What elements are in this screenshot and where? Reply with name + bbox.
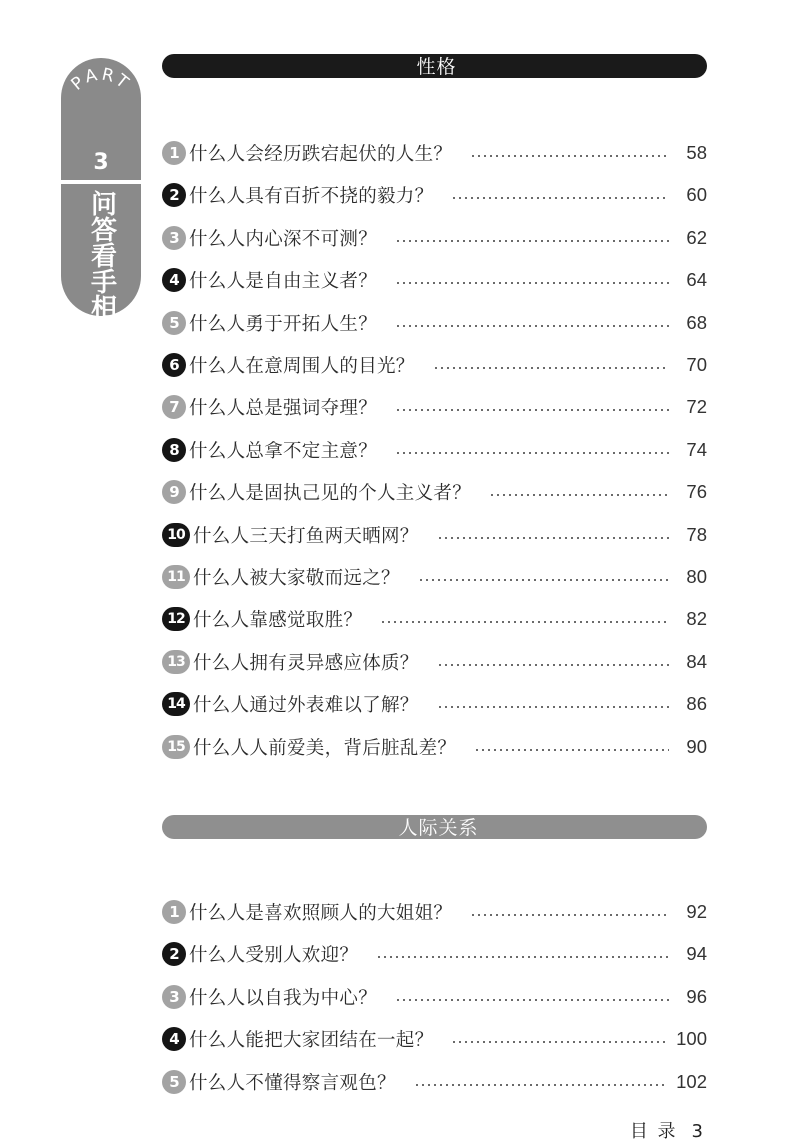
section-title: 性格	[416, 55, 457, 78]
entry-title: 什么人受别人欢迎？	[189, 945, 359, 967]
toc-entry[interactable]	[162, 732, 707, 762]
entry-page-number: 64	[686, 269, 707, 291]
toc-entry[interactable]	[162, 350, 707, 380]
entry-number-badge: 11	[162, 565, 190, 589]
leader-dots	[470, 155, 669, 157]
part-side-tab	[61, 58, 141, 320]
entry-title: 什么人是喜欢照顾人的大姐姐？	[189, 903, 453, 924]
leader-dots	[395, 240, 669, 242]
entry-title: 什么人能把大家团结在一起？	[189, 1030, 434, 1052]
leader-dots	[474, 749, 669, 751]
entry-number-badge: 10	[162, 523, 190, 547]
part-label-arc	[61, 58, 141, 118]
entry-title: 什么人内心深不可测？	[189, 228, 378, 250]
entry-page-number: 80	[686, 566, 707, 587]
section-title: 人际关系	[398, 816, 479, 839]
leader-dots	[451, 197, 669, 199]
section-header-personality	[162, 54, 707, 78]
leader-dots	[376, 956, 669, 958]
entry-page-number: 70	[686, 354, 707, 375]
toc-entry[interactable]	[162, 520, 707, 550]
toc-entry[interactable]	[162, 265, 707, 295]
entry-page-number: 72	[686, 396, 707, 418]
toc-entry[interactable]	[162, 689, 707, 719]
toc-entry[interactable]	[162, 180, 707, 210]
entry-number-badge: 13	[162, 650, 190, 674]
entry-title: 什么人靠感觉取胜？	[193, 610, 363, 632]
entry-title: 什么人具有百折不挠的毅力？	[189, 186, 434, 208]
entry-number-badge: 3	[162, 226, 186, 250]
leader-dots	[395, 409, 669, 411]
entry-title: 什么人通过外表难以了解？	[193, 695, 419, 717]
entry-title: 什么人不懂得察言观色？	[189, 1072, 396, 1094]
entry-title: 什么人勇于开拓人生？	[189, 313, 378, 335]
entry-page-number: 62	[686, 226, 707, 248]
entry-number-badge: 7	[162, 395, 186, 419]
entry-title: 什么人被大家敬而远之？	[193, 568, 400, 589]
leader-dots	[380, 621, 669, 623]
toc-entry[interactable]	[162, 604, 707, 634]
entry-page-number: 74	[686, 438, 707, 460]
entry-page-number: 84	[686, 650, 707, 672]
entry-title: 什么人总是强词夺理？	[189, 398, 378, 420]
entry-number-badge: 5	[162, 1070, 186, 1094]
entry-page-number: 58	[686, 142, 707, 163]
entry-page-number: 100	[676, 1028, 707, 1050]
entry-title: 什么人三天打鱼两天晒网？	[193, 525, 419, 547]
toc-entry[interactable]	[162, 982, 707, 1012]
toc-entry[interactable]	[162, 477, 707, 507]
entry-title: 什么人是固执己见的个人主义者？	[189, 483, 472, 505]
part-label: PART	[67, 64, 135, 95]
leader-dots	[395, 325, 669, 327]
entry-page-number: 76	[686, 481, 707, 503]
part-title-text: 问答看手相	[86, 190, 117, 320]
entry-title: 什么人在意周围人的目光？	[189, 356, 415, 377]
entry-page-number: 92	[686, 901, 707, 922]
entry-title: 什么人是自由主义者？	[189, 271, 378, 293]
svg-text:PART	[68, 65, 135, 95]
entry-number-badge: 2	[162, 942, 186, 966]
toc-entry[interactable]	[162, 392, 707, 422]
leader-dots	[395, 999, 669, 1001]
toc-entry[interactable]	[162, 308, 707, 338]
entry-number-badge: 14	[162, 692, 190, 716]
leader-dots	[489, 494, 669, 496]
footer-page-number: 3	[691, 1121, 705, 1142]
toc-entry[interactable]	[162, 562, 707, 592]
entry-number-badge: 1	[162, 141, 186, 165]
leader-dots	[437, 537, 669, 539]
footer-label: 目 录	[629, 1121, 678, 1142]
entry-title: 什么人拥有灵异感应体质？	[193, 652, 419, 674]
entry-page-number: 78	[686, 523, 707, 545]
leader-dots	[395, 282, 669, 284]
leader-dots	[418, 579, 669, 581]
entry-number-badge: 15	[162, 735, 190, 759]
entry-page-number: 82	[686, 608, 707, 630]
toc-entry[interactable]	[162, 1024, 707, 1054]
entry-title: 什么人人前爱美，背后脏乱差？	[193, 737, 457, 759]
toc-entry[interactable]	[162, 223, 707, 253]
entry-page-number: 102	[676, 1070, 707, 1092]
leader-dots	[414, 1084, 668, 1086]
toc-entry[interactable]	[162, 939, 707, 969]
entry-title: 什么人总拿不定主意？	[189, 440, 378, 462]
part-number: 3	[93, 150, 109, 175]
leader-dots	[395, 452, 669, 454]
entry-number-badge: 2	[162, 183, 186, 207]
toc-entry[interactable]	[162, 897, 707, 927]
page-footer	[616, 1117, 705, 1142]
leader-dots	[451, 1041, 668, 1043]
section-header-relationships	[162, 815, 707, 839]
entry-page-number: 90	[686, 735, 707, 757]
entry-page-number: 96	[686, 985, 707, 1007]
entry-page-number: 60	[686, 184, 707, 206]
toc-entry[interactable]	[162, 1067, 707, 1097]
part-title	[61, 190, 141, 320]
leader-dots	[437, 706, 669, 708]
entry-number-badge: 9	[162, 480, 186, 504]
entry-number-badge: 6	[162, 353, 186, 377]
entry-number-badge: 4	[162, 1027, 186, 1051]
entry-page-number: 94	[686, 943, 707, 965]
toc-entry[interactable]	[162, 138, 707, 168]
entry-number-badge: 5	[162, 311, 186, 335]
toc-entry[interactable]	[162, 647, 707, 677]
toc-entry[interactable]	[162, 435, 707, 465]
entry-title: 什么人以自我为中心？	[189, 987, 378, 1009]
entry-number-badge: 12	[162, 607, 190, 631]
entry-page-number: 68	[686, 311, 707, 333]
entry-number-badge: 8	[162, 438, 186, 462]
entry-page-number: 86	[686, 693, 707, 715]
entry-number-badge: 3	[162, 985, 186, 1009]
leader-dots	[433, 367, 669, 369]
entry-number-badge: 1	[162, 900, 186, 924]
leader-dots	[470, 914, 669, 916]
entry-number-badge: 4	[162, 268, 186, 292]
entry-title: 什么人会经历跌宕起伏的人生？	[189, 144, 453, 165]
leader-dots	[437, 664, 669, 666]
part-divider	[61, 180, 141, 184]
